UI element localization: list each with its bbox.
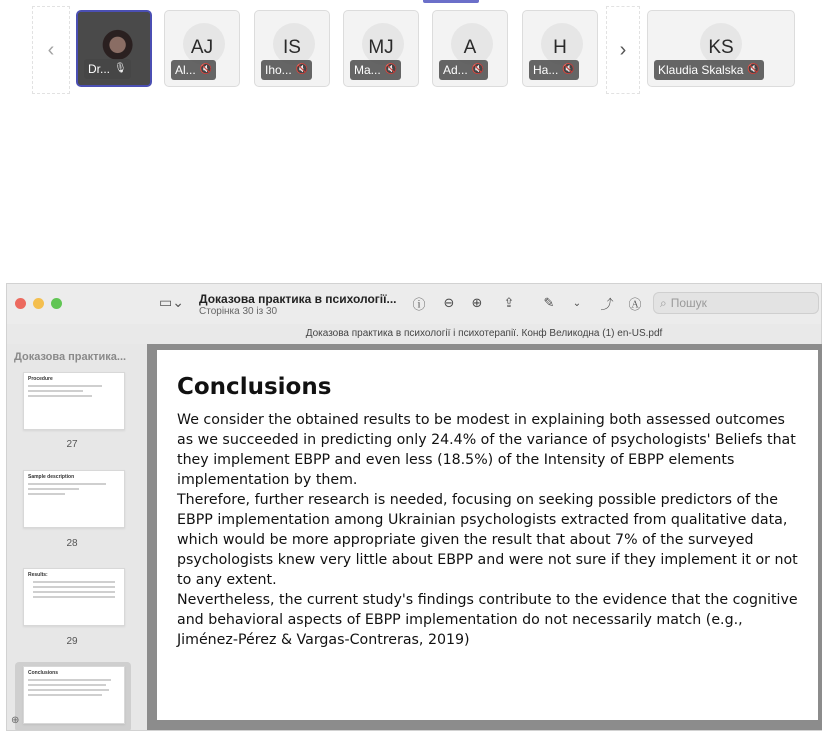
- participant-name: Ha...: [533, 63, 559, 77]
- microphone-icon: 🎙: [114, 63, 127, 74]
- document-title: Доказова практика в психології...: [199, 292, 397, 306]
- page-thumbnail-selected[interactable]: [23, 666, 125, 724]
- annotate-icon[interactable]: Ⓐ: [628, 296, 642, 312]
- participant-namebar: [350, 60, 401, 80]
- next-page-button[interactable]: [606, 6, 640, 94]
- thumb-title: Results:: [28, 572, 48, 578]
- paragraph-2: Therefore, further research is needed, focusing on seeking possible predictors of the EBPP implementation among Ukrainian psychologists extracted from qualitative data, which would be more appropriate given the result that about 7% of the surveyed psychologists knew very little about EBPP and were not sure if they implement it or not to any extent.: [177, 492, 798, 588]
- rotate-icon[interactable]: ⤴: [600, 296, 614, 312]
- paragraph-1: We consider the obtained results to be modest in explaining both assessed outcomes as we succeeded in predicting only 24.4% of the variance of psychologists' Beliefs that they implement EBPP and even less (18.5%) of the Intensity of EBPP elements implementation by them.: [177, 412, 796, 488]
- thumb-page-number: 27: [66, 439, 78, 450]
- preview-window: [6, 283, 822, 731]
- participant-name: Ad...: [443, 63, 468, 77]
- participant-initials: A: [463, 37, 477, 58]
- page-heading: Conclusions: [177, 374, 332, 400]
- titlebar: [7, 284, 821, 324]
- page-thumbnail[interactable]: [23, 470, 125, 528]
- participant-name: Iho...: [265, 63, 292, 77]
- thumb-page-number: 29: [66, 636, 78, 647]
- participant-namebar: [654, 60, 764, 80]
- thumb-page-number: 28: [66, 538, 78, 549]
- participant-tile[interactable]: [76, 10, 152, 87]
- prev-page-button[interactable]: [32, 6, 70, 94]
- minimize-button[interactable]: [33, 298, 44, 309]
- zoom-out-icon[interactable]: ⊖: [443, 295, 455, 310]
- participant-initials: IS: [283, 37, 301, 58]
- participant-initials: KS: [708, 37, 734, 58]
- page-thumbnail[interactable]: [23, 568, 125, 626]
- participant-initials: H: [553, 37, 567, 58]
- participant-initials: MJ: [368, 37, 394, 58]
- chevron-down-icon[interactable]: ⌄: [572, 297, 582, 309]
- thumb-title: Procedure: [28, 376, 53, 382]
- participant-name: Klaudia Skalska: [658, 63, 744, 77]
- markup-pen-icon[interactable]: ✎: [543, 295, 555, 310]
- microphone-muted-icon: 🔇: [295, 64, 309, 75]
- microphone-muted-icon: 🔇: [471, 64, 485, 75]
- search-placeholder: Пошук: [670, 296, 707, 310]
- participant-strip: [32, 6, 817, 94]
- participant-name: Dr...: [88, 62, 111, 76]
- participant-namebar: [439, 60, 488, 80]
- chevron-right-icon: ›: [619, 38, 627, 61]
- participant-namebar: [171, 60, 216, 80]
- participant-tile[interactable]: [522, 10, 598, 87]
- participant-namebar: [84, 59, 131, 79]
- participant-name: Al...: [175, 63, 196, 77]
- participant-tile[interactable]: [432, 10, 508, 87]
- sidebar-toggle-icon[interactable]: ▭⌄: [159, 294, 184, 310]
- participant-initials: AJ: [190, 37, 214, 58]
- participant-tile[interactable]: [343, 10, 419, 87]
- microphone-muted-icon: 🔇: [199, 64, 213, 75]
- microphone-muted-icon: 🔇: [562, 64, 575, 75]
- search-icon: ⌕: [660, 295, 667, 310]
- sidebar-heading: Доказова практика...: [14, 351, 127, 363]
- participant-namebar: [529, 60, 579, 80]
- microphone-muted-icon: 🔇: [747, 64, 760, 75]
- thumbnail-sidebar: [7, 344, 147, 730]
- zoom-in-icon[interactable]: ⊕: [471, 295, 483, 310]
- pdf-page: [157, 350, 818, 720]
- search-input[interactable]: [653, 292, 819, 314]
- participant-name: Ma...: [354, 63, 381, 77]
- paragraph-3: Nevertheless, the current study's findings contribute to the evidence that the cognitive and behavioral aspects of EBPP implementation do not necessarily match (e.g., Jiménez-Pérez & Vargas-Contreras, 2019): [177, 592, 798, 648]
- thumb-title: Conclusions: [28, 670, 59, 676]
- participant-namebar: [261, 60, 312, 80]
- top-indicator: [423, 0, 479, 3]
- window-controls: [15, 298, 62, 309]
- file-name: Доказова практика в психології і психотерапії. Конф Великодна (1) en-US.pdf: [305, 328, 663, 339]
- document-viewer: [147, 344, 822, 730]
- share-icon[interactable]: ⇪: [503, 295, 515, 310]
- chevron-left-icon: ‹: [47, 38, 55, 61]
- add-page-icon[interactable]: ⊕: [11, 715, 20, 726]
- microphone-muted-icon: 🔇: [384, 64, 398, 75]
- page-thumbnail[interactable]: [23, 372, 125, 430]
- participant-tile[interactable]: [164, 10, 240, 87]
- zoom-button[interactable]: [51, 298, 62, 309]
- thumb-title: Sample description: [28, 474, 75, 480]
- page-indicator: Сторінка 30 із 30: [199, 306, 278, 317]
- close-button[interactable]: [15, 298, 26, 309]
- participant-tile[interactable]: [254, 10, 330, 87]
- participant-tile[interactable]: [647, 10, 795, 87]
- info-icon[interactable]: ⓘ: [412, 296, 426, 312]
